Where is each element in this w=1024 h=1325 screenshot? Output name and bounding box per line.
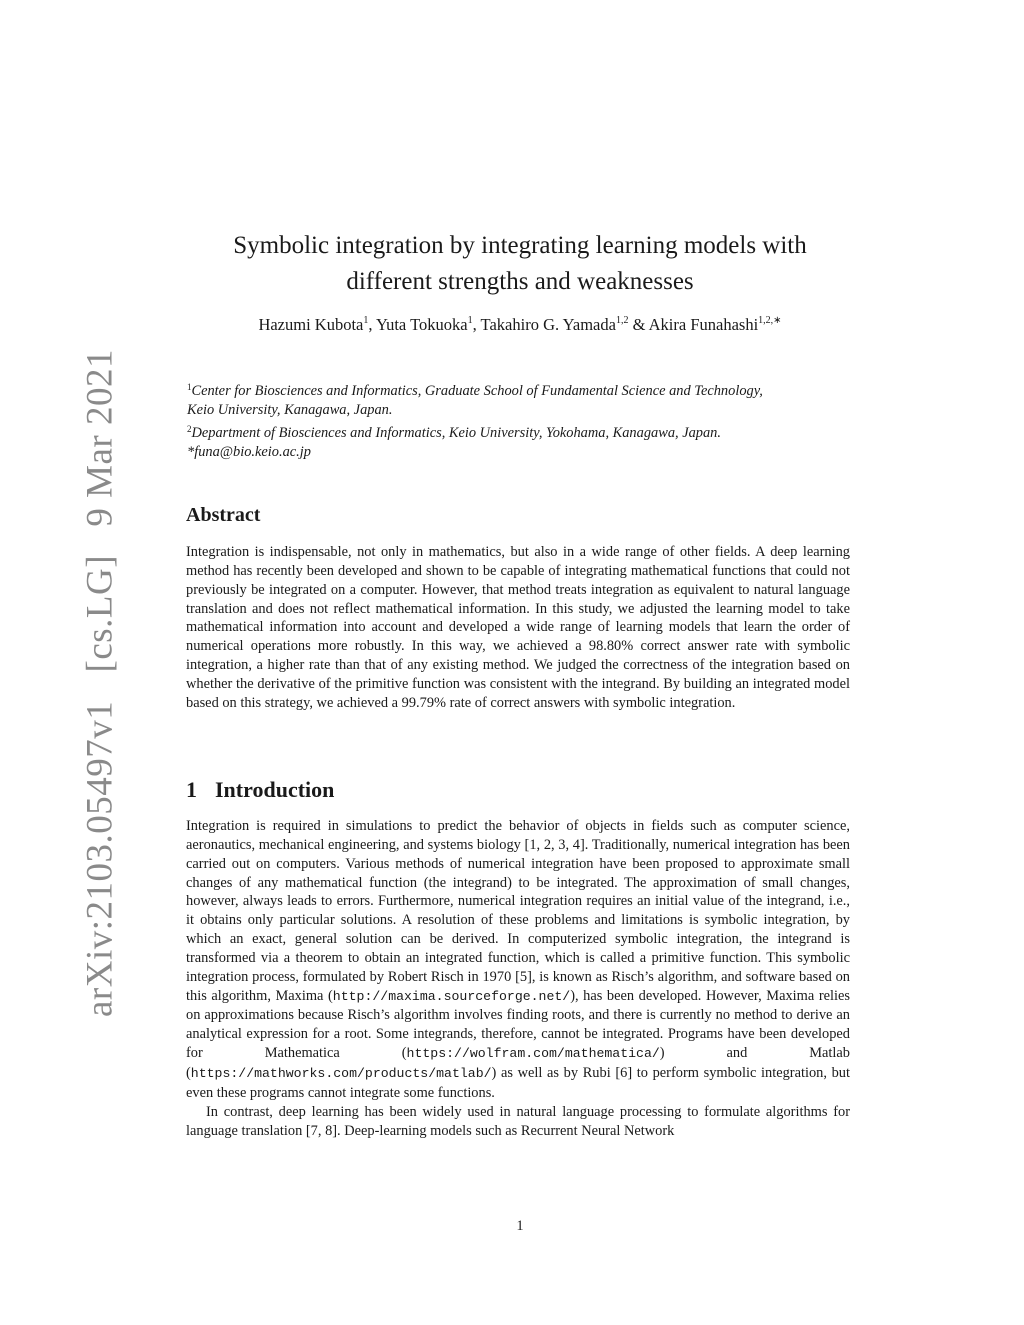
author-name: Yuta Tokuoka	[376, 315, 468, 334]
intro-paragraph-2: In contrast, deep learning has been widely used in natural language processing to formulate algorithms for language translation [7, 8]. Deep-learning models such as Recurrent Neural Network	[186, 1103, 850, 1139]
arxiv-id: arXiv:2103.05497v1	[79, 700, 121, 1017]
affiliations	[187, 378, 867, 462]
author-separator: ,	[368, 315, 377, 334]
affiliation-1: $^1$Center for Biosciences and Informatics, Graduate School of Fundamental Science and Technology,	[187, 382, 763, 399]
intro-paragraph-1: Integration is required in simulations to predict the behavior of objects in fields such as computer science, aeronautics, mechanical engineering, and systems biology [1, 2, 3, 4]. Traditionally, numerical integration has been carried out on computers. Various methods of numerical integration have been proposed to approximate small changes of any mathematical function (the integrand) to be integrated. The approximation of small changes, however, always leads to errors. Furthermore, numerical integration requires an initial value of the integrand, i.e., it obtains only particular solutions. A resolution of these problems and limitations is symbolic integration, by which an exact, general solution can be derived. In computerized symbolic integration, the integrand is transformed via a theorem to obtain an integrated function, which is called a primitive function. This symbolic integration process, formulated by Robert Risch in 1970 [5], is known as Risch’s algorithm, and software based on this algorithm, Maxima (http://maxima.sourceforge.net/), has been developed. However, Maxima relies on approximations because Risch’s algorithm involves finding roots, and there is currently no method to derive an analytical expression for a root. Some integrands, therefore, cannot be integrated. Programs have been developed for Mathematica (https://wolfram.com/mathematica/) and Matlab (https://mathworks.com/products/matlab/) as well as by Rubi [6] to perform symbolic integration, but even these programs cannot integrate some functions.	[186, 818, 850, 1101]
page-number: 1	[516, 1218, 524, 1234]
arxiv-sidebar-stamp	[79, 340, 122, 1026]
maxima-url[interactable]: http://maxima.sourceforge.net/	[332, 988, 571, 1004]
arxiv-category: [cs.LG]	[79, 554, 121, 673]
introduction-heading	[186, 777, 334, 803]
title-line-1: Symbolic integration by integrating learning models with	[233, 232, 807, 259]
author-separator: &	[628, 315, 649, 334]
author-affiliation-sup: 1	[363, 315, 369, 326]
affiliation-2: $^2$Department of Biosciences and Informatics, Keio University, Yokohama, Kanagawa, Japan.	[187, 424, 721, 441]
title-line-2: different strengths and weaknesses	[346, 268, 694, 295]
section-title: Introduction	[215, 777, 335, 802]
author-list	[140, 315, 900, 335]
author-affiliation-sup: 1,2	[615, 315, 629, 326]
abstract-heading: Abstract	[186, 504, 261, 526]
abstract-paragraph: Integration is indispensable, not only in mathematics, but also in a wide range of other fields. A deep learning method has recently been developed and shown to be capable of integrating mathematical functions that could not previously be integrated on a computer. However, that method treats integration as equivalent to natural language translation and does not reflect mathematical information. In this study, we adjusted the learning model to take mathematical information into account and developed a wide range of learning models that learn the order of numerical operations more robustly. In this way, we achieved a 98.80% correct answer rate with symbolic integration, a higher rate than that of any existing method. We judged the correctness of the integration based on whether the derivative of the primitive function was consistent with the integrand. By building an integrated model based on this strategy, we achieved a 99.79% rate of correct answers with symbolic integration.	[186, 544, 850, 711]
author-affiliation-sup: 1,2,∗	[758, 315, 782, 326]
introduction-body	[186, 817, 850, 1140]
affiliation-1-cont: Keio University, Kanagawa, Japan.	[187, 402, 393, 418]
section-number: 1	[186, 777, 197, 802]
author-name: Takahiro G. Yamada	[480, 315, 616, 334]
abstract-body	[186, 543, 850, 713]
arxiv-date: 9 Mar 2021	[79, 349, 121, 527]
author-affiliation-sup: 1	[467, 315, 473, 326]
mathematica-url[interactable]: https://wolfram.com/mathematica/	[406, 1046, 660, 1062]
author-separator: ,	[472, 315, 481, 334]
paper-title	[140, 228, 900, 300]
author-name: Akira Funahashi	[648, 315, 759, 334]
corresponding-email: *funa@bio.keio.ac.jp	[187, 444, 311, 460]
author-name: Hazumi Kubota	[258, 315, 364, 334]
matlab-url[interactable]: https://mathworks.com/products/matlab/	[190, 1065, 492, 1081]
